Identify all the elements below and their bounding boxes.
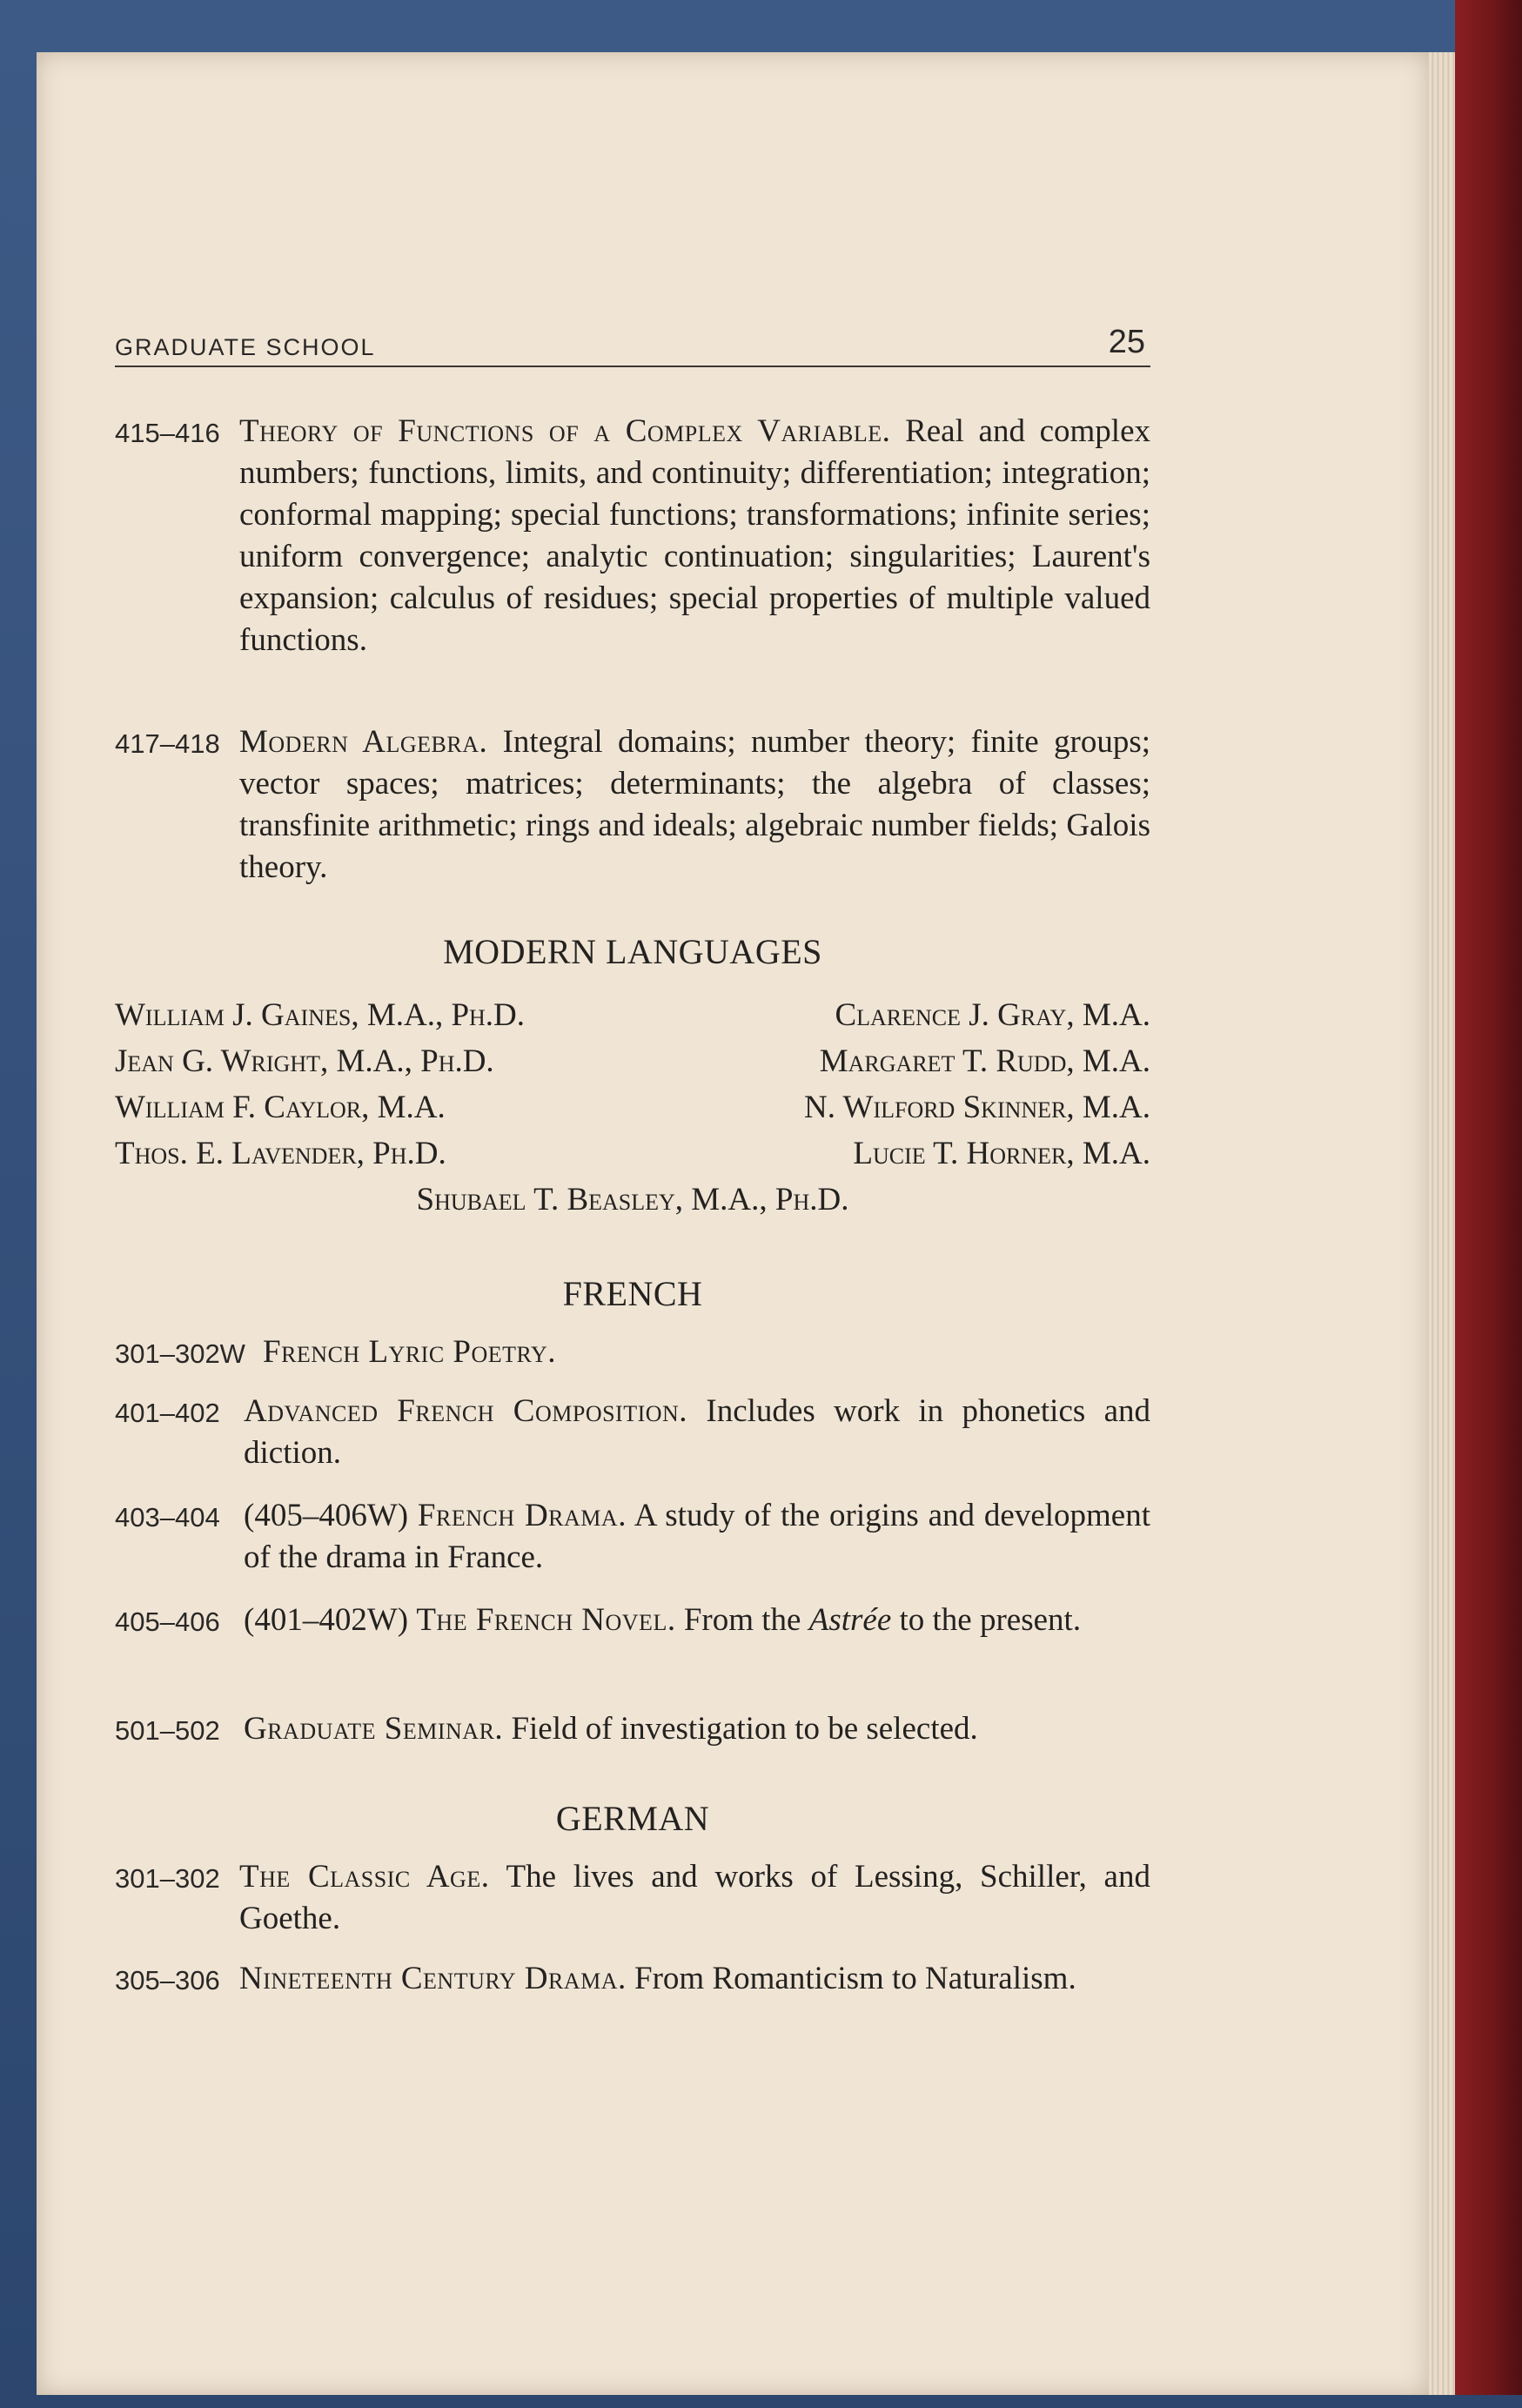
- course-text: From Romanticism to Naturalism.: [634, 1961, 1076, 1996]
- course-title: Modern Algebra.: [239, 724, 488, 760]
- course-title: The Classic Age.: [239, 1859, 490, 1895]
- course-text: Real and complex numbers; functions, limits, and continuity; differentiation; integration; conformal mapping; special functions; transformations; infinite series; uniform convergence; analytic continuation; singularities; Laurent's expansion; calculus of residues; special properties of multiple valued functions.: [239, 413, 1151, 658]
- faculty-name: Thos. E. Lavender, Ph.D.: [115, 1136, 446, 1171]
- course-description: [239, 1856, 1150, 1940]
- section-heading-french: FRENCH: [562, 1274, 703, 1313]
- course-cross-reference: (401–402W): [244, 1602, 409, 1638]
- course-entry: [115, 721, 1150, 889]
- course-text-italic: Astrée: [808, 1602, 892, 1638]
- course-title: French Lyric Poetry.: [263, 1334, 556, 1370]
- course-description: [244, 1708, 1150, 1750]
- course-entry: [115, 1856, 1150, 1940]
- course-entry: [115, 1331, 1150, 1373]
- course-description: [244, 1600, 1150, 1641]
- course-title: Advanced French Composition.: [244, 1393, 688, 1429]
- course-title: The French Novel.: [416, 1602, 676, 1638]
- page: [37, 52, 1429, 2395]
- course-number: 501–502: [115, 1715, 220, 1746]
- faculty-name: N. Wilford Skinner, M.A.: [803, 1090, 1150, 1125]
- course-text: The lives and works of Lessing, Schiller, and Goethe.: [239, 1859, 1150, 1936]
- course-number: 305–306: [115, 1965, 220, 1995]
- course-text: Field of investigation to be selected.: [511, 1711, 978, 1747]
- section-heading-modern-languages: MODERN LANGUAGES: [443, 932, 822, 971]
- faculty-name: William F. Caylor, M.A.: [115, 1090, 446, 1125]
- faculty-name: Shubael T. Beasley, M.A., Ph.D.: [416, 1182, 849, 1217]
- course-title: French Drama.: [417, 1498, 627, 1533]
- course-text-suffix: to the present.: [899, 1602, 1082, 1638]
- course-description: [239, 721, 1150, 889]
- course-entry: [115, 411, 1150, 661]
- course-number: 301–302W: [115, 1338, 245, 1369]
- course-number: 415–416: [115, 418, 220, 448]
- course-title: Theory of Functions of a Complex Variable.: [239, 413, 891, 449]
- running-head-title: GRADUATE SCHOOL: [115, 334, 376, 360]
- section-heading-german: GERMAN: [555, 1799, 710, 1838]
- page-edge: [1429, 52, 1455, 2395]
- course-text: A study of the origins and development of the drama in France.: [244, 1498, 1150, 1575]
- course-title: Nineteenth Century Drama.: [239, 1961, 627, 1996]
- running-head: [115, 320, 1150, 367]
- faculty-name: Clarence J. Gray, M.A.: [835, 997, 1150, 1033]
- faculty-name: William J. Gaines, M.A., Ph.D.: [115, 997, 526, 1033]
- course-text: From the: [683, 1602, 801, 1638]
- faculty-name: Margaret T. Rudd, M.A.: [819, 1043, 1150, 1079]
- course-number: 401–402: [115, 1398, 220, 1428]
- course-number: 301–302: [115, 1863, 220, 1894]
- book-cover-bottom: [0, 2395, 1522, 2408]
- course-description: [244, 1391, 1150, 1474]
- course-entry: [115, 1600, 1150, 1641]
- course-entry: [115, 1708, 1150, 1750]
- course-text: Includes work in phonetics and diction.: [244, 1393, 1150, 1471]
- book-spine: [1455, 0, 1522, 2408]
- faculty-name: Jean G. Wright, M.A., Ph.D.: [115, 1043, 494, 1079]
- course-title: Graduate Seminar.: [244, 1711, 504, 1747]
- course-description: [244, 1495, 1150, 1579]
- course-text: Integral domains; number theory; finite groups; vector spaces; matrices; determinants; the algebra of classes; transfinite arithmetic; rings and ideals; algebraic number fields; Galois theory.: [239, 724, 1151, 885]
- course-number: 405–406: [115, 1606, 220, 1637]
- faculty-name: Lucie T. Horner, M.A.: [853, 1136, 1150, 1171]
- course-description: [239, 411, 1150, 661]
- course-number: 403–404: [115, 1502, 220, 1533]
- course-description: [263, 1331, 1150, 1373]
- course-entry: [115, 1958, 1150, 2000]
- course-cross-reference: (405–406W): [244, 1498, 409, 1533]
- course-description: [239, 1958, 1150, 2000]
- course-number: 417–418: [115, 728, 220, 759]
- course-entry: [115, 1495, 1150, 1579]
- page-number: 25: [1108, 324, 1145, 360]
- course-entry: [115, 1391, 1150, 1474]
